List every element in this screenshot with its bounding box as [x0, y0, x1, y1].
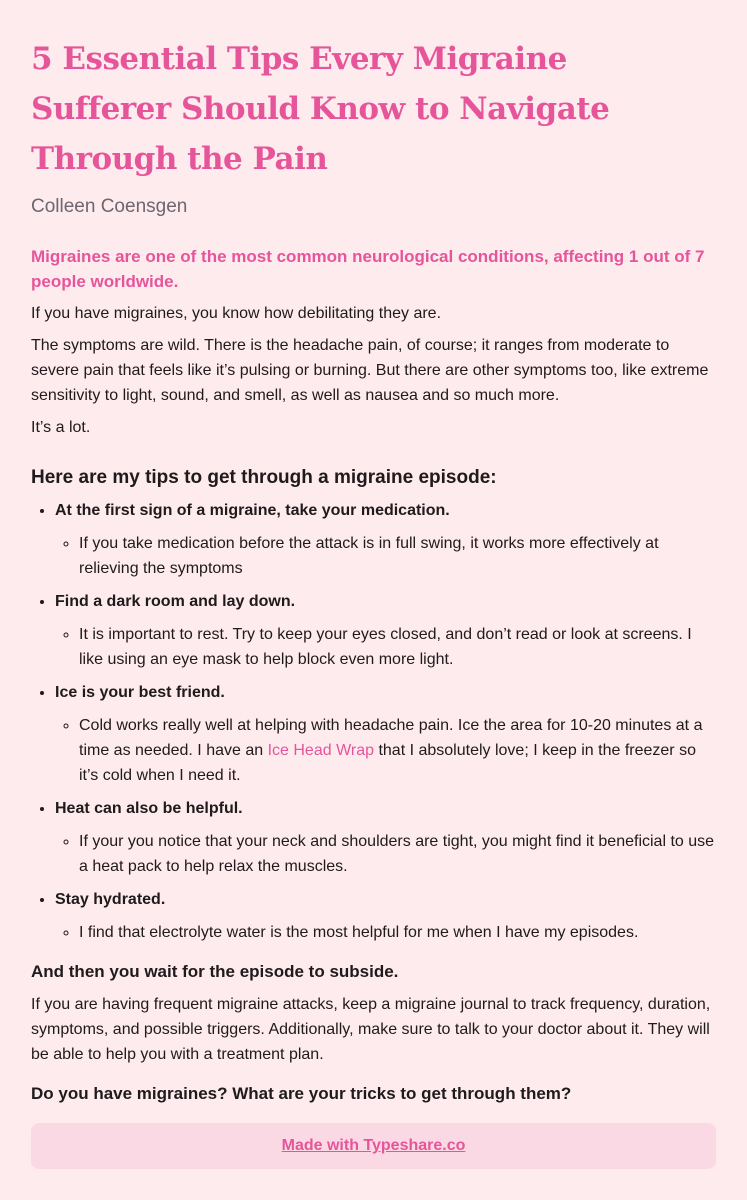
tip-detail-list: [55, 622, 716, 672]
tip-detail-text: Cold works really well at helping with headache pain. Ice the area for 10-20 minutes at a time as needed. I have an: [79, 717, 703, 759]
tip-title: At the first sign of a migraine, take your medication.: [55, 502, 450, 519]
typeshare-footer-link[interactable]: Made with Typeshare.co: [31, 1123, 716, 1169]
tip-detail-text: that I absolutely love; I keep in the freezer so it’s cold when I need it.: [79, 742, 696, 784]
tips-list: [31, 498, 716, 945]
tip-detail: ◦ I find that electrolyte water is the most helpful for me when I have my episodes.: [79, 920, 716, 945]
wait-heading: And then you wait for the episode to subside.: [31, 962, 399, 981]
intro-paragraph: If you have migraines, you know how debilitating they are.: [31, 305, 442, 322]
article-title: 5 Essential Tips Every Migraine Sufferer Should Know to Navigate Through the Pain: [31, 41, 610, 177]
tip-item: [55, 498, 716, 581]
ice-head-wrap-link[interactable]: Ice Head Wrap: [267, 742, 374, 759]
closing-paragraph: If you are having frequent migraine attacks, keep a migraine journal to track frequency, duration, symptoms, and possible triggers. Additionally, make sure to talk to your doctor about it. They will be able to help you with a treatment plan.: [31, 996, 711, 1063]
tip-detail-list: [55, 713, 716, 788]
symptoms-paragraph: The symptoms are wild. There is the headache pain, of course; it ranges from moderate to severe pain that feels like it’s pulsing or burning. But there are other symptoms too, like extreme sensitivity to light, sound, and smell, as well as nausea and so much more.: [31, 337, 709, 404]
tip-detail: ◦ It is important to rest. Try to keep your eyes closed, and don’t read or look at screens. I like using an eye mask to help block even more light.: [79, 622, 716, 672]
tip-title: Heat can also be helpful.: [55, 800, 243, 817]
tip-detail-list: [55, 920, 716, 945]
tip-title: Find a dark room and lay down.: [55, 593, 296, 610]
short-paragraph: It’s a lot.: [31, 419, 91, 436]
tip-detail: [79, 713, 716, 788]
tip-detail-list: [55, 531, 716, 581]
tip-item: [55, 589, 716, 672]
tip-title: Stay hydrated.: [55, 891, 166, 908]
tip-detail: ◦ If you take medication before the attack is in full swing, it works more effectively at relieving the symptoms: [79, 531, 716, 581]
tip-title: Ice is your best friend.: [55, 684, 225, 701]
closing-question: Do you have migraines? What are your tricks to get through them?: [31, 1084, 572, 1103]
tip-detail-list: [55, 829, 716, 879]
tip-item: [55, 796, 716, 879]
author-name: Colleen Coensgen: [31, 196, 188, 217]
tip-detail: ◦ If your you notice that your neck and shoulders are tight, you might find it beneficial to use a heat pack to help relax the muscles.: [79, 829, 716, 879]
tip-item: [55, 887, 716, 945]
tip-item: [55, 680, 716, 788]
lead-paragraph: Migraines are one of the most common neurological conditions, affecting 1 out of 7 people worldwide.: [31, 247, 705, 291]
tips-heading: Here are my tips to get through a migraine episode:: [31, 467, 497, 488]
